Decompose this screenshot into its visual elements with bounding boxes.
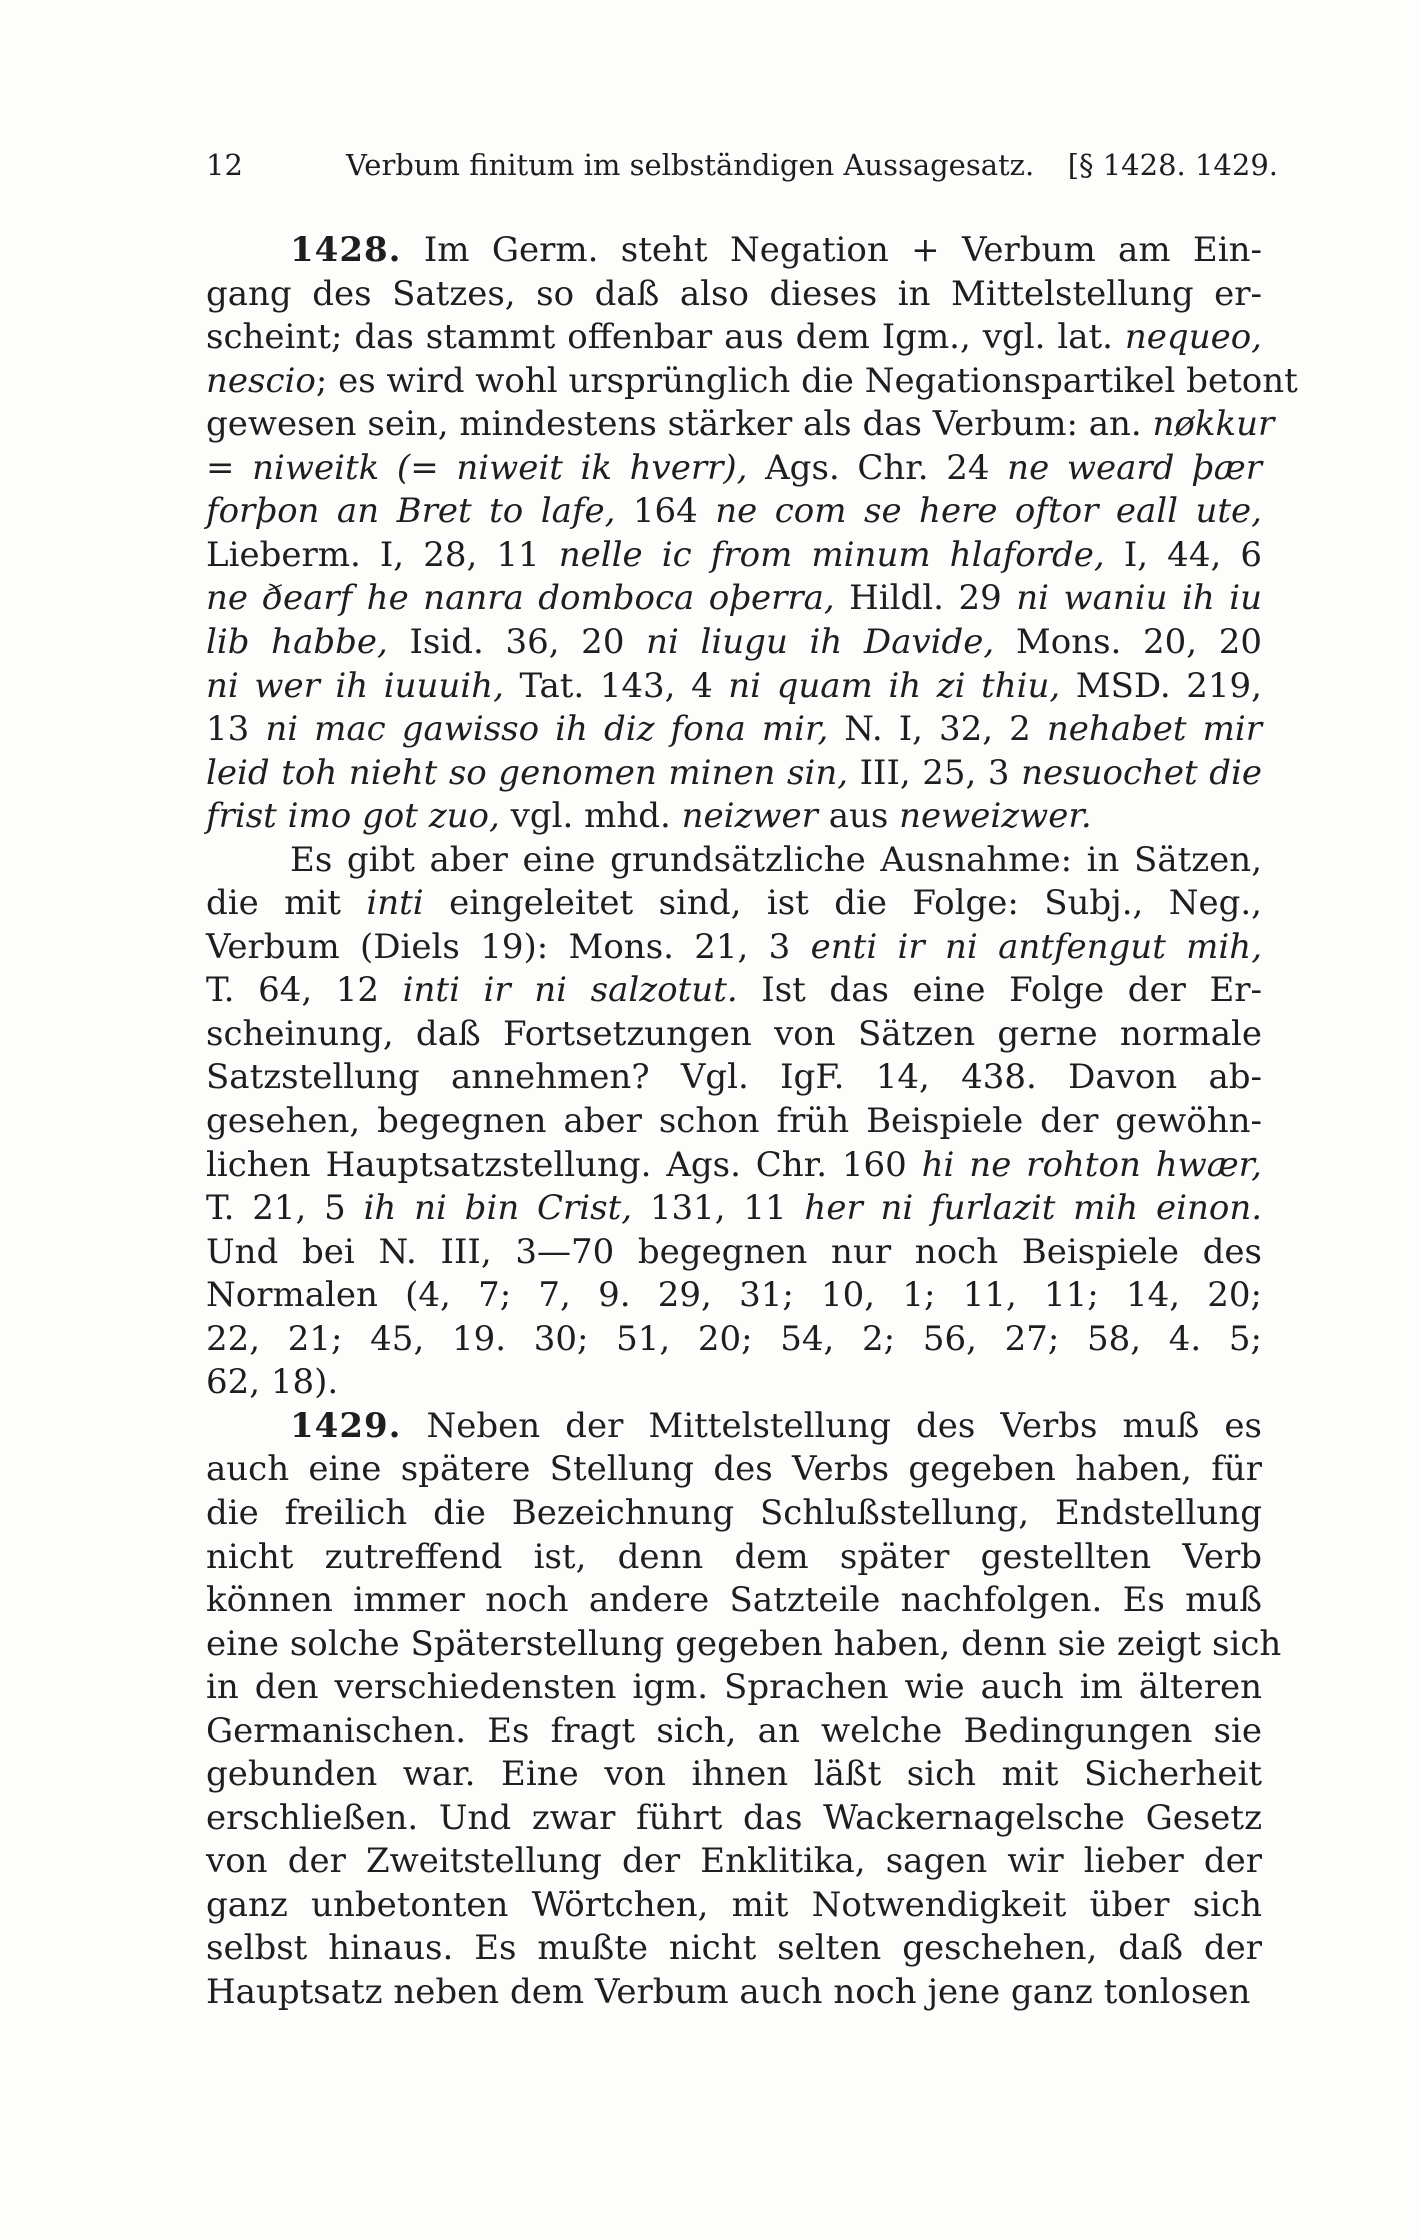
text-line: lib habbe, Isid. 36, 20 ni liugu ih Davide, Mons. 20, 20: [206, 621, 1262, 662]
text-line: Normalen (4, 7; 7, 9. 29, 31; 10, 1; 11, 11; 14, 20;: [206, 1275, 1262, 1316]
text-line: gewesen sein, mindestens stärker als das Verbum: an. nøkkur: [206, 404, 1275, 445]
text-line: Lieberm. I, 28, 11 nelle ic from minum hlaforde, I, 44, 6: [206, 534, 1262, 575]
text-line: gesehen, begegnen aber schon früh Beispiele der gewöhn-: [206, 1101, 1262, 1141]
text-line: erschließen. Und zwar führt das Wackernagelsche Gesetz: [206, 1797, 1262, 1838]
running-title: Verbum finitum im selbständigen Aussagesatz.: [346, 148, 1035, 182]
text-line: ganz unbetonten Wörtchen, mit Notwendigkeit über sich: [206, 1884, 1262, 1925]
text-line: T. 21, 5 ih ni bin Crist, 131, 11 her ni furlazit mih einon.: [206, 1188, 1263, 1229]
text-line: die mit inti eingeleitet sind, ist die Folge: Subj., Neg.,: [206, 883, 1262, 924]
text-line: 1429. Neben der Mittelstellung des Verbs muß es: [290, 1405, 1262, 1446]
text-line: forþon an Bret to lafe, 164 ne com se here oftor eall ute,: [206, 491, 1262, 532]
text-line: nicht zutreffend ist, denn dem später gestellten Verb: [206, 1536, 1262, 1577]
text-line: T. 64, 12 inti ir ni salzotut. Ist das eine Folge der Er-: [206, 970, 1262, 1011]
text-line: eine solche Späterstellung gegeben haben, denn sie zeigt sich: [206, 1623, 1282, 1664]
text-line: gang des Satzes, so daß also dieses in Mittelstellung er-: [206, 273, 1262, 314]
section-number: 1429.: [290, 1405, 402, 1446]
text-line: Satzstellung annehmen? Vgl. IgF. 14, 438. Davon ab-: [206, 1057, 1262, 1098]
section-reference: [§ 1428. 1429.: [1067, 148, 1278, 182]
text-line: Hauptsatz neben dem Verbum auch noch jene ganz tonlosen: [206, 1972, 1251, 2012]
section-number: 1428.: [290, 230, 402, 270]
text-line: Es gibt aber eine grundsätzliche Ausnahme: in Sätzen,: [290, 839, 1262, 880]
text-line: können immer noch andere Satzteile nachfolgen. Es muß: [206, 1580, 1262, 1621]
text-line: frist imo got zuo, vgl. mhd. neizwer aus neweizwer.: [206, 796, 1092, 837]
text-line: = niweitk (= niweit ik hverr), Ags. Chr. 24 ne weard þær: [206, 447, 1262, 488]
text-line: Und bei N. III, 3—70 begegnen nur noch Beispiele des: [206, 1231, 1262, 1272]
text-line: leid toh nieht so genomen minen sin, III, 25, 3 nesuochet die: [206, 752, 1263, 793]
text-line: Germanischen. Es fragt sich, an welche Bedingungen sie: [206, 1710, 1262, 1751]
text-line: scheint; das stammt offenbar aus dem Igm., vgl. lat. nequeo,: [206, 317, 1262, 358]
text-line: 62, 18).: [206, 1362, 339, 1403]
text-line: ne ðearf he nanra domboca oþerra, Hildl. 29 ni waniu ih iu: [206, 578, 1263, 619]
text-line: 13 ni mac gawisso ih diz fona mir, N. I, 32, 2 nehabet mir: [206, 709, 1262, 750]
text-line: gebunden war. Eine von ihnen läßt sich mit Sicherheit: [206, 1754, 1262, 1795]
text-line: 22, 21; 45, 19. 30; 51, 20; 54, 2; 56, 27; 58, 4. 5;: [206, 1318, 1262, 1359]
text-line: lichen Hauptsatzstellung. Ags. Chr. 160 hi ne rohton hwær,: [206, 1144, 1262, 1185]
text-line: in den verschiedensten igm. Sprachen wie auch im älteren: [206, 1667, 1262, 1708]
text-line: scheinung, daß Fortsetzungen von Sätzen gerne normale: [206, 1013, 1262, 1054]
text-line: auch eine spätere Stellung des Verbs gegeben haben, für: [206, 1449, 1262, 1490]
text-line: 1428. Im Germ. steht Negation + Verbum am Ein-: [290, 230, 1262, 270]
page-number: 12: [206, 148, 243, 182]
text-line: nescio; es wird wohl ursprünglich die Negationspartikel betont: [206, 360, 1298, 401]
text-line: ni wer ih iuuuih, Tat. 143, 4 ni quam ih zi thiu, MSD. 219,: [206, 665, 1262, 706]
text-line: von der Zweitstellung der Enklitika, sagen wir lieber der: [206, 1841, 1262, 1882]
text-line: Verbum (Diels 19): Mons. 21, 3 enti ir ni antfengut mih,: [206, 926, 1263, 967]
text-line: selbst hinaus. Es mußte nicht selten geschehen, daß der: [206, 1928, 1262, 1969]
text-line: die freilich die Bezeichnung Schlußstellung, Endstellung: [206, 1492, 1262, 1533]
